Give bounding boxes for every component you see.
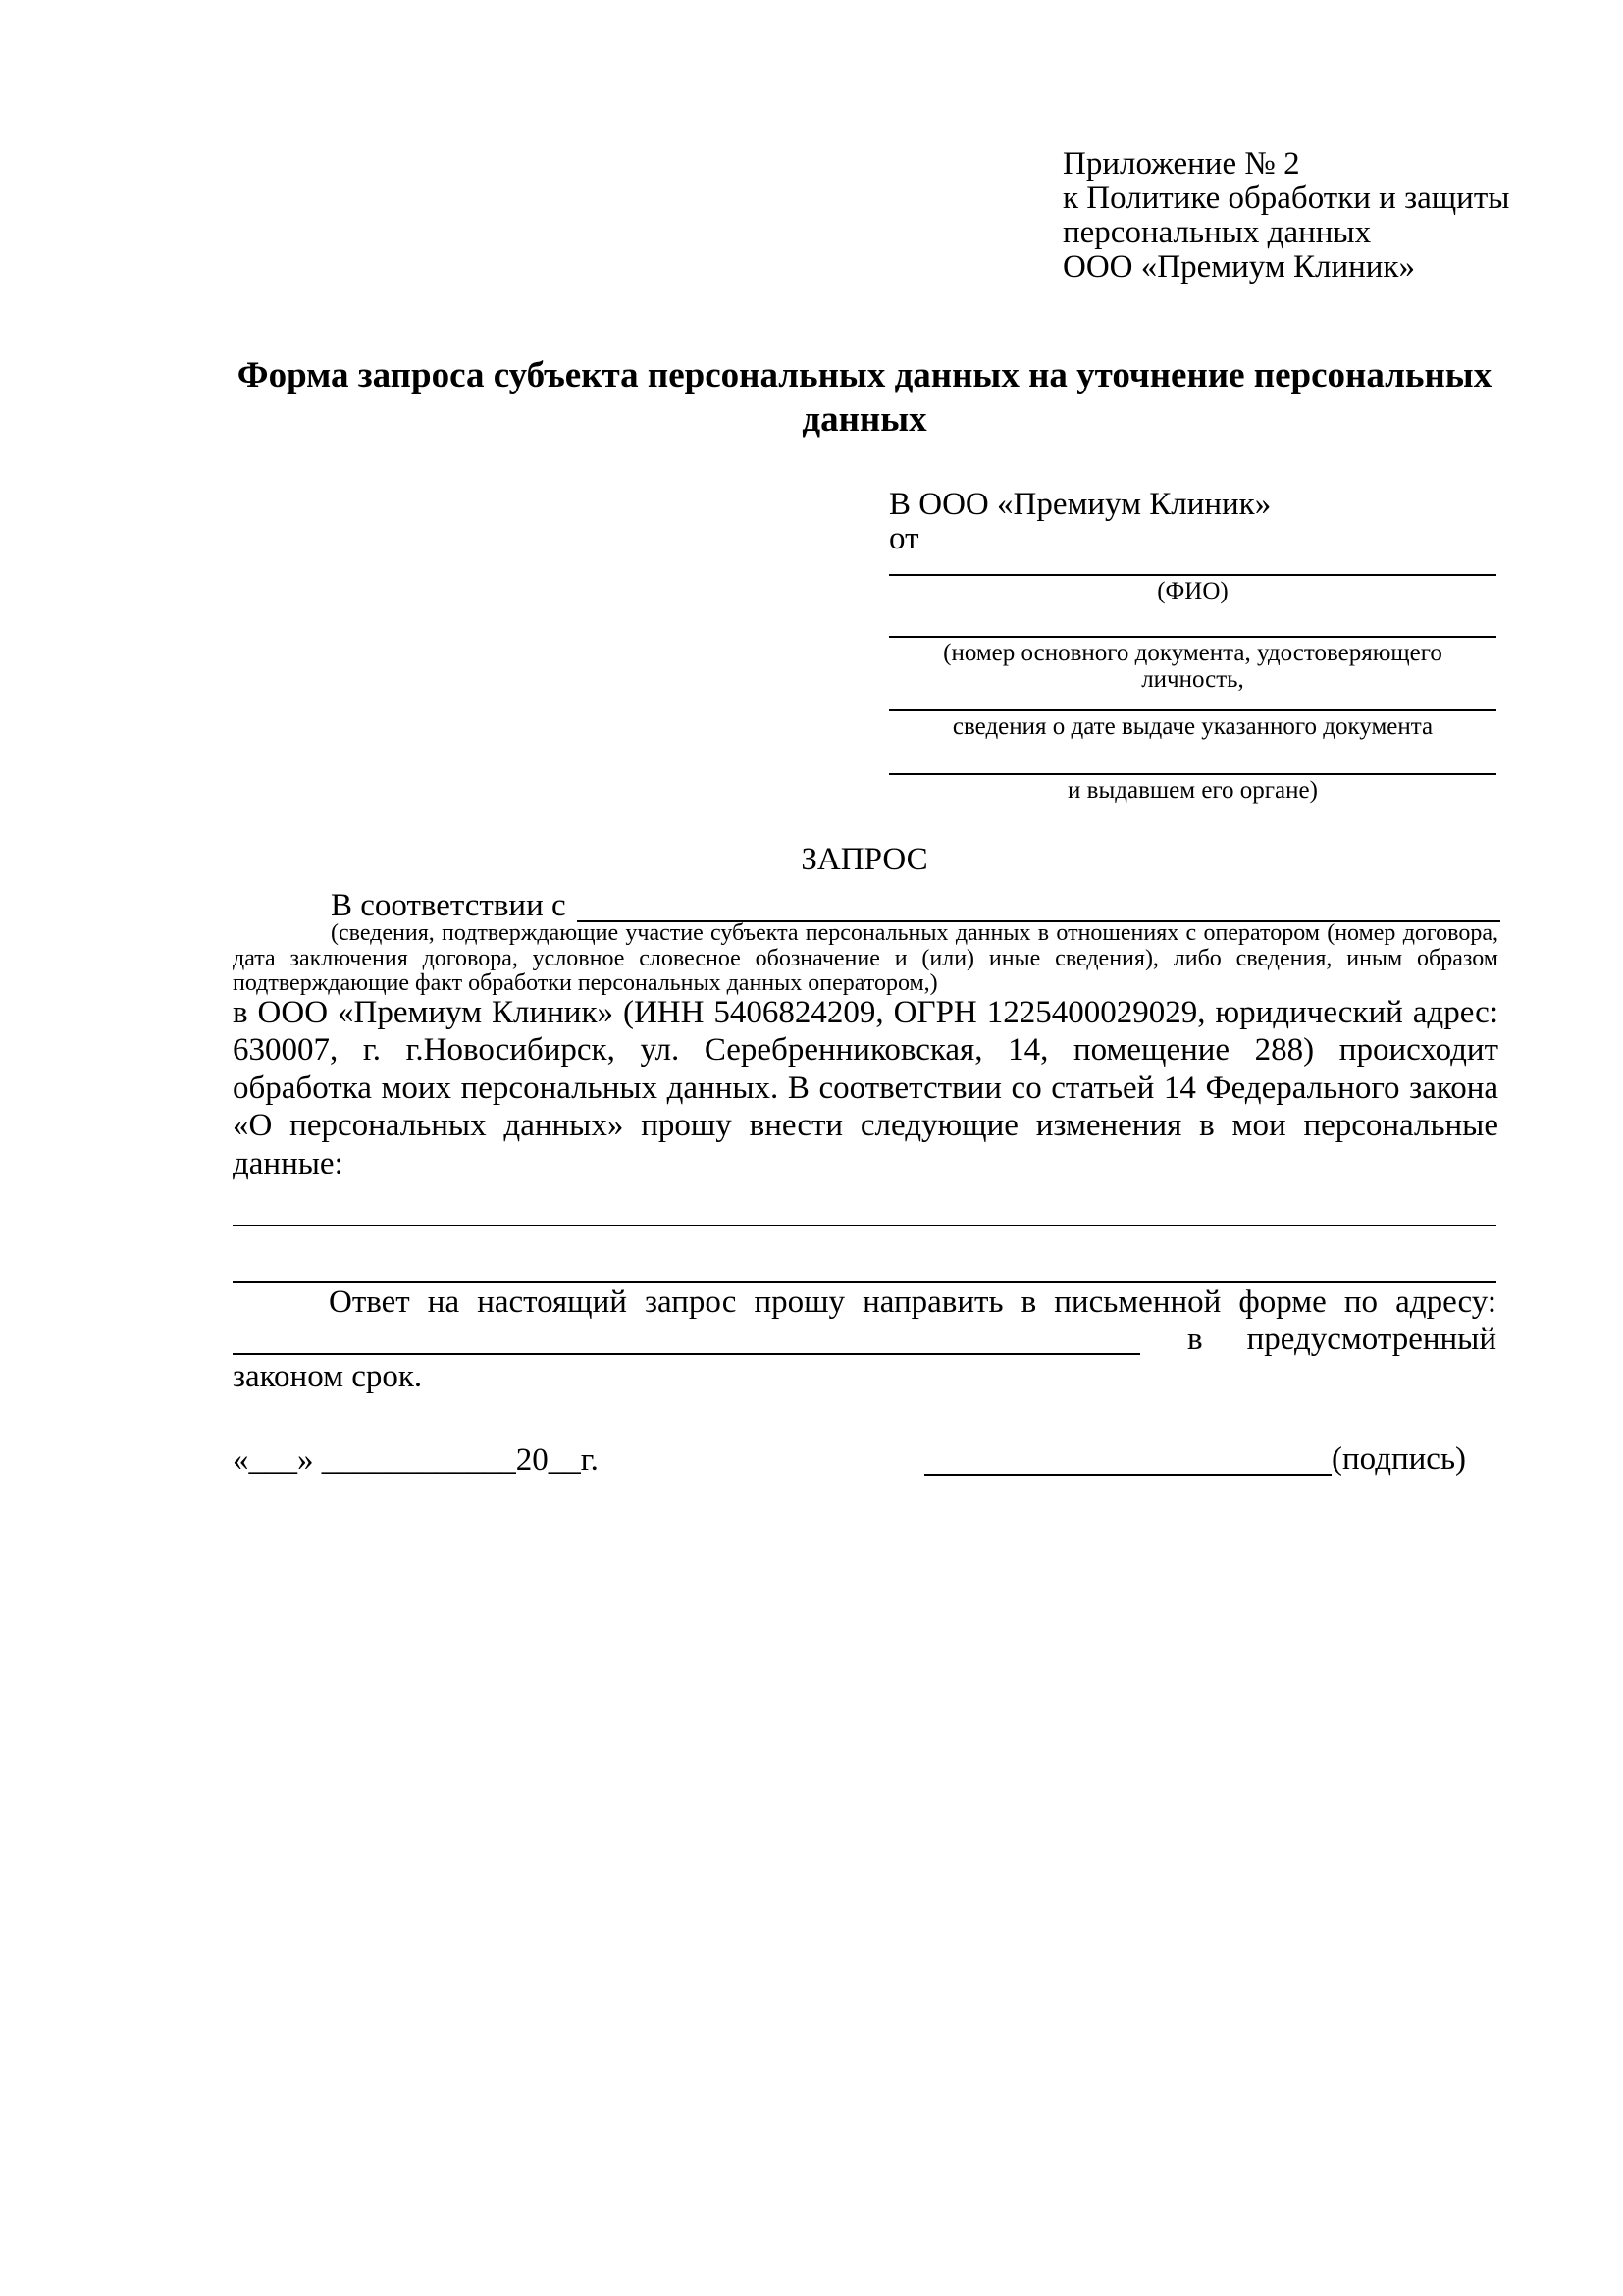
request-heading: ЗАПРОС: [801, 842, 928, 877]
appendix-line: персональных данных: [1063, 215, 1372, 250]
reply-word: в: [1187, 1322, 1203, 1357]
signature-blank-line: [924, 1474, 1332, 1476]
intro-prefix: В соответствии с: [331, 888, 566, 923]
signature-caption: (подпись): [1332, 1441, 1466, 1477]
appendix-line: Приложение № 2: [1063, 146, 1300, 182]
fio-blank-line: [889, 574, 1496, 576]
fio-caption: (ФИО): [1157, 578, 1229, 604]
reply-end: законом срок.: [233, 1359, 423, 1394]
issuing-authority-caption: и выдавшем его органе): [1068, 777, 1318, 804]
addressee-from-label: от: [889, 521, 919, 556]
appendix-line: к Политике обработки и защиты: [1063, 181, 1510, 216]
reply-word: предусмотренный: [1246, 1322, 1496, 1357]
appendix-reference: [1063, 147, 1509, 285]
reply-request-line: Ответ на настоящий запрос прошу направить в письменной форме по адресу:: [329, 1284, 1496, 1320]
changes-blank-line-1: [233, 1225, 1496, 1226]
document-issue-date-caption: сведения о дате выдаче указанного документа: [952, 713, 1434, 740]
intro-note: (сведения, подтверждающие участие субъекта персональных данных в отношениях с оператором (номер договора, дата заключения договора, условное словесное обозначение и (или) иные сведения), либо сведения, иным образом подтверждающие факт обработки персональных данных оператором,): [233, 920, 1498, 997]
document-title: Форма запроса субъекта персональных данных на уточнение персональных данных: [236, 355, 1492, 440]
document-number-blank-line: [889, 636, 1496, 638]
request-body: в ООО «Премиум Клиник» (ИНН 5406824209, ОГРН 1225400029029, юридический адрес: 630007, г. г.Новосибирск, ул. Серебренниковская, 14, помещение 288) происходит обработка моих персональных данных. В соответствии со статьей 14 Федерального закона «О персональных данных» прошу внести следующие изменения в мои персональные данные:: [233, 995, 1498, 1181]
appendix-line: ООО «Премиум Клиник»: [1063, 249, 1415, 285]
issuing-authority-blank-line: [889, 773, 1496, 775]
addressee-organization: В ООО «Премиум Клиник»: [889, 487, 1272, 522]
document-number-caption: (номер основного документа, удостоверяющего личность,: [943, 640, 1442, 693]
date-blank-line: «___» ____________20__г.: [233, 1442, 599, 1478]
document-issue-date-blank-line: [889, 709, 1496, 711]
reply-address-blank-line: [233, 1353, 1140, 1355]
